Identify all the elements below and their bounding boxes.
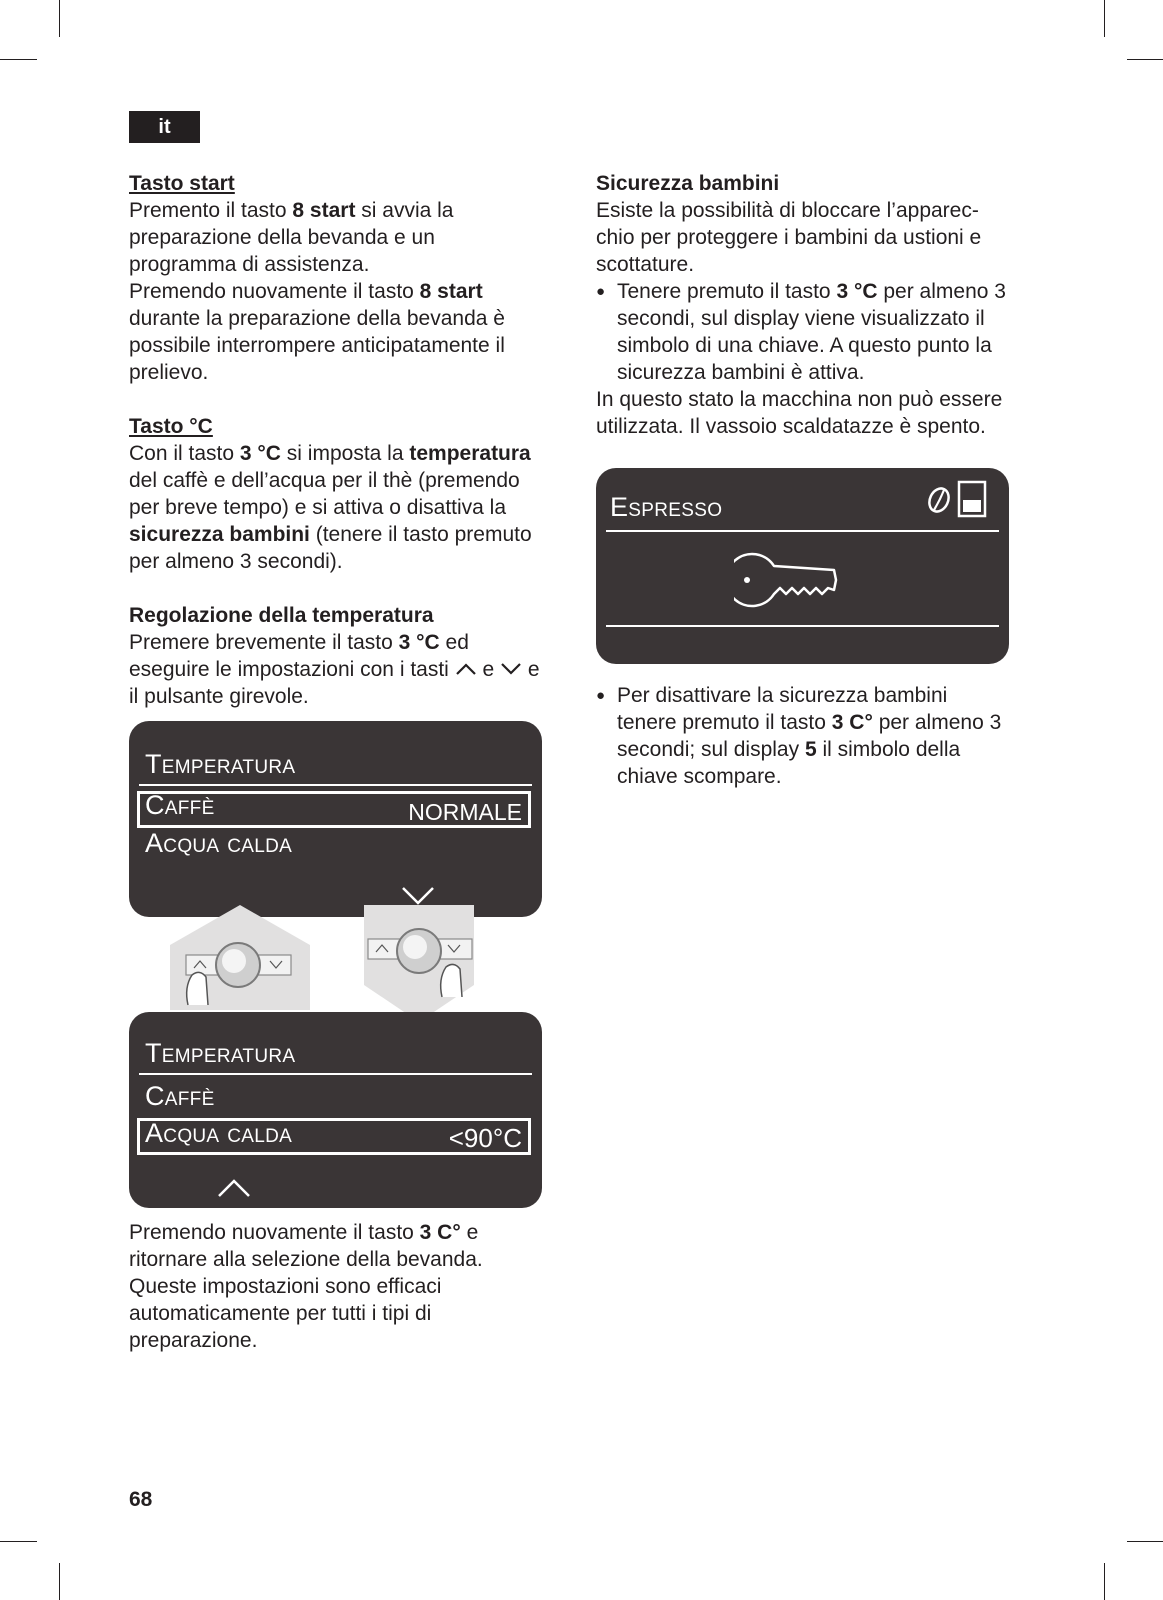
display-title: Temperatura [145, 1038, 296, 1068]
crop-mark [1104, 0, 1105, 37]
chevron-up-icon [455, 662, 477, 676]
temperature-display-2 [129, 1012, 542, 1208]
display-divider [606, 530, 999, 532]
crop-mark [1127, 1541, 1163, 1542]
display-row-value: NORMALE [408, 799, 522, 825]
display-title: Temperatura [145, 749, 296, 779]
right-column-top [596, 170, 1046, 440]
section-title-start: Tasto start [129, 172, 235, 195]
display-divider [139, 784, 532, 786]
paragraph-line: ritornare alla selezione della bevanda. [129, 1248, 483, 1271]
paragraph-line: sicurezza bambini è attiva. [617, 361, 865, 384]
right-column-bottom [596, 682, 1046, 790]
bullet-item [596, 682, 1046, 790]
display-row-value: <90°C [448, 1123, 522, 1153]
chevron-down-icon [500, 662, 522, 676]
display-row-acqua-calda: Acqua calda [145, 1118, 293, 1148]
paragraph-line: sicurezza bambini (tenere il tasto premuto [129, 523, 532, 546]
rotary-knob-illustration-up [170, 905, 360, 1010]
crop-mark [1127, 59, 1163, 60]
paragraph: Premendo nuovamente il tasto 3 C° e [129, 1221, 479, 1244]
paragraph-line: Per disattivare la sicurezza bambini [617, 684, 948, 707]
paragraph-line: del caffè e dell’acqua per il thè (premendo [129, 469, 520, 492]
chevron-up-icon [217, 1178, 251, 1198]
paragraph-line: il pulsante girevole. [129, 685, 309, 708]
language-tab: it [129, 111, 200, 143]
child-lock-display [596, 468, 1009, 664]
paragraph-line: chio per proteggere i bambini da ustioni e [596, 226, 982, 249]
cup-icon [957, 480, 987, 518]
section-title-regulation: Regolazione della temperatura [129, 604, 434, 627]
display-divider [139, 1073, 532, 1075]
coffee-bean-icon [926, 486, 952, 514]
display-row-acqua-calda: Acqua calda [145, 828, 293, 858]
paragraph-line: secondi, sul display viene visualizzato il [617, 307, 985, 330]
temperature-display-1 [129, 721, 542, 917]
section-title-temp-key: Tasto °C [129, 415, 213, 438]
paragraph: Con il tasto 3 °C si imposta la temperatura [129, 442, 531, 465]
crop-mark [0, 1541, 37, 1542]
crop-mark [1104, 1563, 1105, 1600]
chevron-down-icon [401, 886, 435, 906]
paragraph-line: automaticamente per tutti i tipi di [129, 1302, 432, 1325]
left-column-bottom [129, 1219, 579, 1354]
paragraph-line: eseguire le impostazioni con i tasti e e [129, 658, 540, 681]
paragraph-line: preparazione della bevanda e un [129, 226, 435, 249]
paragraph: Premendo nuovamente il tasto 8 start [129, 280, 483, 303]
paragraph-line: Tenere premuto il tasto 3 °C per almeno 3 [617, 280, 1006, 303]
key-icon [734, 550, 864, 610]
display-row-caffe: Caffè [145, 1081, 215, 1111]
crop-mark [0, 59, 37, 60]
bullet-dot: ● [596, 283, 606, 300]
crop-mark [59, 0, 60, 37]
crop-mark [59, 1563, 60, 1600]
paragraph-line: possibile interrompere anticipatamente il [129, 334, 505, 357]
paragraph-line: programma di assistenza. [129, 253, 370, 276]
paragraph-line: In questo stato la macchina non può essere [596, 388, 1003, 411]
bullet-dot: ● [596, 687, 606, 704]
section-title-child-lock: Sicurezza bambini [596, 172, 780, 195]
page-number: 68 [129, 1488, 153, 1511]
paragraph-line: utilizzata. Il vassoio scaldatazze è spento. [596, 415, 986, 438]
paragraph-line: per almeno 3 secondi). [129, 550, 343, 573]
paragraph-line: tenere premuto il tasto 3 C° per almeno 3 [617, 711, 1002, 734]
paragraph-line: Esiste la possibilità di bloccare l’apparec- [596, 199, 979, 222]
paragraph-line: per breve tempo) e si attiva o disattiva la [129, 496, 507, 519]
display-title: Espresso [610, 492, 723, 522]
paragraph-line: secondi; sul display 5 il simbolo della [617, 738, 961, 761]
rotary-knob-illustration-down [364, 905, 484, 1025]
paragraph-line: scottature. [596, 253, 695, 276]
paragraph: Premere brevemente il tasto 3 °C ed [129, 631, 469, 654]
display-divider [606, 625, 999, 627]
display-row-caffe: Caffè [145, 790, 215, 820]
paragraph-line: simbolo di una chiave. A questo punto la [617, 334, 992, 357]
paragraph-line: preparazione. [129, 1329, 258, 1352]
paragraph-line: chiave scompare. [617, 765, 782, 788]
left-column-top [129, 170, 579, 710]
paragraph-line: durante la preparazione della bevanda è [129, 307, 505, 330]
paragraph-line: prelievo. [129, 361, 209, 384]
bullet-item [596, 278, 1046, 386]
paragraph-line: Queste impostazioni sono efficaci [129, 1275, 442, 1298]
paragraph: Premento il tasto 8 start si avvia la [129, 199, 454, 222]
